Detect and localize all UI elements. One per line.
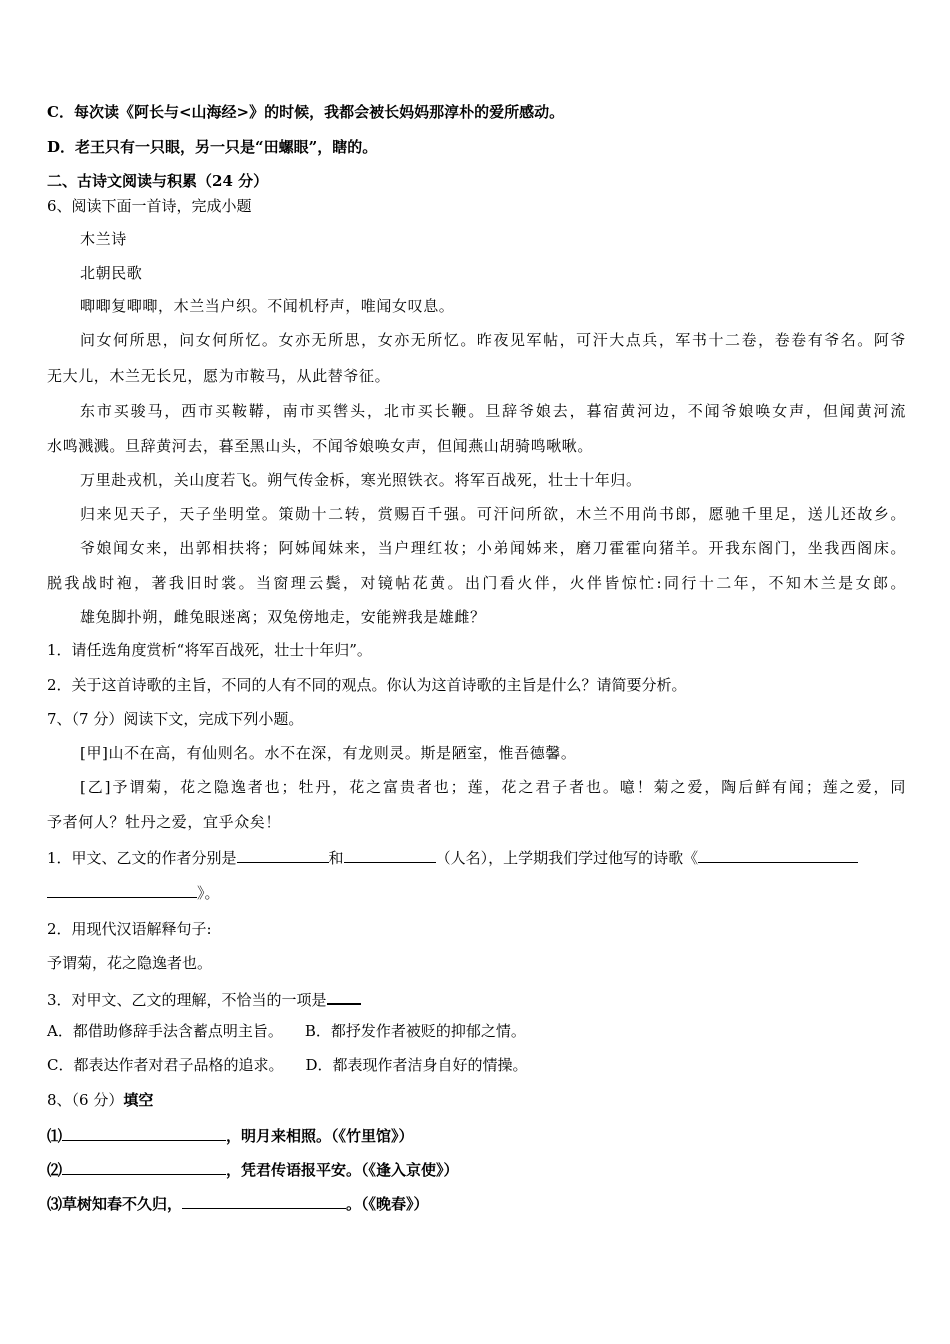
item-3-tail: 。（《晚春》）: [346, 1195, 429, 1213]
poem-line: 爷娘闻女来，出郭相扶将；阿姊闻妹来，当户理红妆；小弟闻姊来，磨刀霍霍向猪羊。开我东阁门，坐我西阁床。: [80, 539, 906, 557]
question-6-prompt: 6、阅读下面一首诗，完成小题: [47, 197, 252, 215]
sub1-text-b: 和: [328, 849, 344, 867]
sub3-text: 3．对甲文、乙文的理解，不恰当的一项是: [47, 991, 327, 1009]
sub1-text-c: （人名），上学期我们学过他写的诗歌《: [435, 849, 699, 867]
fill-item-1: [47, 1124, 906, 1146]
q8-fill-label: 填空: [123, 1091, 154, 1109]
fill-blank-1[interactable]: [62, 1124, 226, 1141]
question-7-sub3: [47, 987, 906, 1010]
poem-name-blank[interactable]: [698, 846, 858, 863]
option-c2: C．都表达作者对君子品格的追求。: [47, 1056, 284, 1074]
passage-yi-cont: 予者何人？牡丹之爱，宜乎众矣！: [47, 813, 282, 831]
poem-line: 万里赴戎机，关山度若飞。朔气传金柝，寒光照铁衣。将军百战死，壮士十年归。: [80, 471, 642, 489]
section-heading: 二、古诗文阅读与积累（24 分）: [47, 172, 269, 190]
item-2-tail: ，凭君传语报平安。（《逢入京使》）: [226, 1161, 459, 1179]
poem-line: 问女何所思，问女何所忆。女亦无所思，女亦无所忆。昨夜见军帖，可汗大点兵，军书十二卷，卷卷有爷名。阿爷: [80, 331, 906, 349]
poem-line: 归来见天子，天子坐明堂。策勋十二转，赏赐百千强。可汗问所欲，木兰不用尚书郎，愿驰千里足，送儿还故乡。: [80, 505, 906, 523]
option-d: D．老王只有一只眼，另一只是“田螺眼”，瞎的。: [47, 138, 378, 156]
poem-line: 唧唧复唧唧，木兰当户织。不闻机杼声，唯闻女叹息。: [80, 297, 455, 315]
options-cd: [47, 1055, 906, 1075]
poem-name-blank-cont[interactable]: [47, 881, 197, 898]
question-7-prompt: 7、（7 分）阅读下文，完成下列小题。: [47, 710, 304, 728]
item-1-num: ⑴: [47, 1127, 63, 1145]
sub1-text-d: 》。: [197, 884, 220, 902]
poem-line: 无大儿，木兰无长兄，愿为市鞍马，从此替爷征。: [47, 367, 391, 385]
option-b: B．都抒发作者被贬的抑郁之情。: [304, 1022, 526, 1040]
poem-author: 北朝民歌: [80, 264, 143, 282]
question-8-prompt: [47, 1090, 906, 1110]
q8-prefix: 8、（6 分）: [47, 1091, 124, 1109]
question-7-sub2: 2．用现代汉语解释句子:: [47, 920, 212, 938]
poem-line: 脱我战时袍，著我旧时裳。当窗理云鬓，对镜帖花黄。出门看火伴，火伴皆惊忙:同行十二年，不知木兰是女郎。: [47, 574, 906, 592]
fill-item-3: [47, 1192, 906, 1214]
author-jia-blank[interactable]: [237, 846, 329, 863]
option-d2: D．都表现作者洁身自好的情操。: [305, 1056, 528, 1074]
poem-line: 水鸣溅溅。旦辞黄河去，暮至黑山头，不闻爷娘唤女声，但闻燕山胡骑鸣啾啾。: [47, 437, 594, 455]
item-1-tail: ，明月来相照。（《竹里馆》）: [226, 1127, 414, 1145]
author-yi-blank[interactable]: [344, 846, 436, 863]
passage-jia: [甲]山不在高，有仙则名。水不在深，有龙则灵。斯是陋室，惟吾德馨。: [80, 744, 577, 762]
fill-item-2: [47, 1158, 906, 1180]
question-6-sub2: 2．关于这首诗歌的主旨，不同的人有不同的观点。你认为这首诗歌的主旨是什么？请简要分析。: [47, 676, 687, 694]
question-7-sub1-cont: [47, 881, 906, 903]
question-7-sub1: [47, 846, 906, 868]
option-c: C．每次读《阿长与<山海经>》的时候，我都会被长妈妈那淳朴的爱所感动。: [47, 103, 565, 121]
question-7-sub2-sentence: 予谓菊，花之隐逸者也。: [47, 954, 213, 972]
poem-line: 东市买骏马，西市买鞍鞯，南市买辔头，北市买长鞭。旦辞爷娘去，暮宿黄河边，不闻爷娘唤女声，但闻黄河流: [80, 402, 906, 420]
poem-line: 雄兔脚扑朔，雌兔眼迷离；双兔傍地走，安能辨我是雄雌？: [80, 608, 486, 626]
item-2-num: ⑵: [47, 1161, 63, 1179]
answer-blank[interactable]: [327, 987, 361, 1005]
options-ab: [47, 1021, 906, 1041]
option-a: A．都借助修辞手法含蓄点明主旨。: [47, 1022, 283, 1040]
passage-yi: [乙]予谓菊，花之隐逸者也；牡丹，花之富贵者也；莲，花之君子者也。噫！菊之爱，陶后鲜有闻；莲之爱，同: [80, 778, 906, 796]
question-6-sub1: 1．请任选角度赏析“将军百战死，壮士十年归”。: [47, 641, 372, 659]
item-3-head: ⑶草树知春不久归，: [47, 1195, 183, 1213]
sub1-text-a: 1．甲文、乙文的作者分别是: [47, 849, 237, 867]
fill-blank-3[interactable]: [182, 1192, 346, 1209]
poem-title: 木兰诗: [80, 230, 127, 248]
fill-blank-2[interactable]: [62, 1158, 226, 1175]
